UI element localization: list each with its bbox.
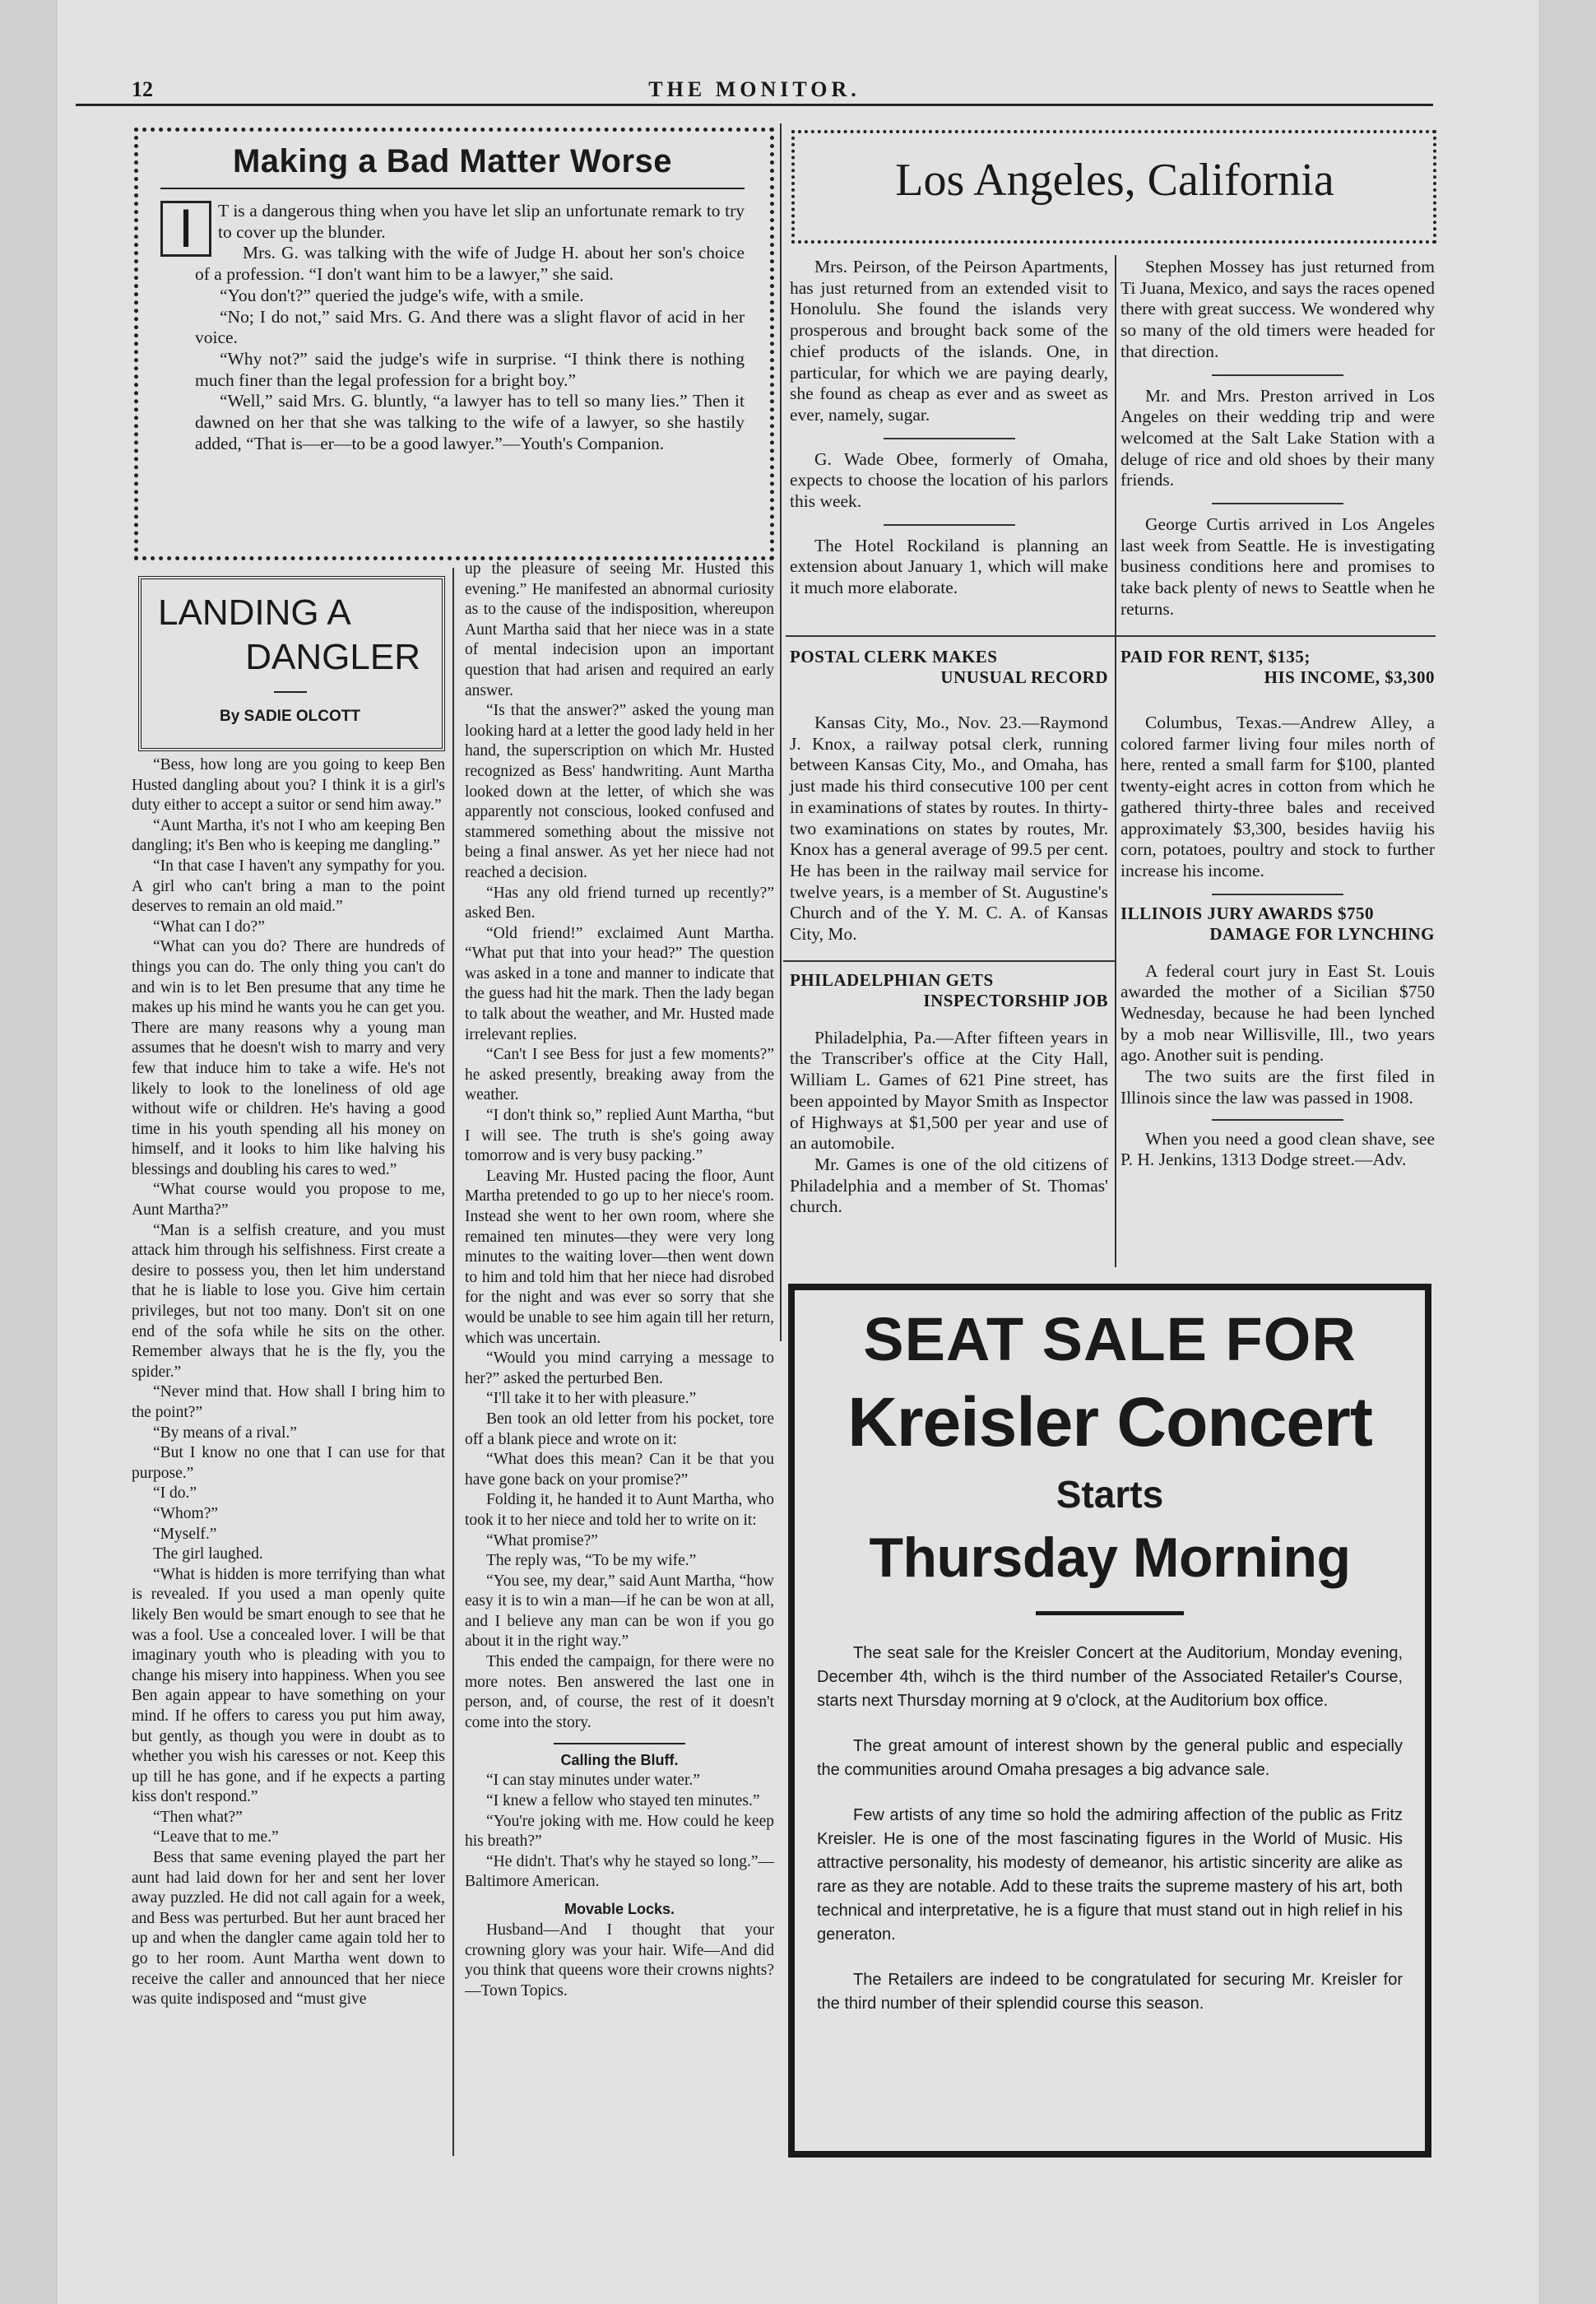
phila-para: Mr. Games is one of the old citizens of Philadelphia and a member of St. Thomas' church. xyxy=(790,1154,1108,1217)
dangler-para: “But I know no one that I can use for that purpose.” xyxy=(132,1444,445,1482)
dangler-para: “What course would you propose to me, Aunt Martha?” xyxy=(132,1181,445,1219)
la-column-1 xyxy=(790,257,1108,599)
dangler-para: “Has any old friend turned up recently?” asked Ben. xyxy=(465,884,774,922)
la-para: G. Wade Obee, formerly of Omaha, expects to choose the location of his parlors this week. xyxy=(790,448,1108,512)
divider xyxy=(1212,503,1343,504)
la-para: The Hotel Rockiland is planning an extension about January 1, which will make it much more elaborate. xyxy=(790,535,1108,598)
dangler-para: “Old friend!” exclaimed Aunt Martha. “What put that into your head?” The question was asked in a tone and manner to indicate that the guess had hit the mark. Then the lady began to talk about the weather, and Mr. Husted made irrelevant replies. xyxy=(465,924,774,1043)
bluff-para: “He didn't. That's why he stayed so long.”—Baltimore American. xyxy=(465,1852,774,1891)
ad-para: The seat sale for the Kreisler Concert at the Auditorium, Monday evening, December 4th, wihch is the third number of the Associated Retailer's Course, starts next Thursday morning at 9 o'clock, at the Auditorium box office. xyxy=(817,1644,1403,1710)
newspaper-title: THE MONITOR. xyxy=(648,77,861,101)
locks-heading: Movable Locks. xyxy=(564,1901,675,1917)
dangler-byline: By SADIE OLCOTT xyxy=(219,708,360,725)
dangler-para: “Is that the answer?” asked the young man looking hard at a letter the good lady held in her hand, the superscription on which Mr. Husted recognized as Bess' handwriting. Aunt Martha looked down at the letter, of which she was apparently not conscious, looked confused and stammered something about the missive not being a final answer. As yet her niece had not reached a decision. xyxy=(465,702,774,881)
divider xyxy=(1212,894,1343,895)
rent-text: Columbus, Texas.—Andrew Alley, a colored farmer living four miles north of here, rented a small farm for $100, planted twenty-eight acres in cotton from which he gathered thirty-three bales and received approximately $3,300, besides haviig his corn, potatoes, poultry and stock to further increase his income. xyxy=(1120,713,1435,880)
bad-matter-para: “Well,” said Mrs. G. bluntly, “a lawyer has to tell so many lies.” Then it dawned on her that she was talking to the wife of a lawyer, so she hastily added, “That is—er—to be a good lawyer.”—Youth's Companion. xyxy=(195,391,745,453)
ad-line-4: Thursday Morning xyxy=(869,1526,1351,1589)
masthead xyxy=(76,76,1433,106)
divider xyxy=(884,438,1015,439)
rent-headline-1: PAID FOR RENT, $135; xyxy=(1120,647,1311,667)
dangler-para: “What does this mean? Can it be that you have gone back on your promise?” xyxy=(465,1451,774,1489)
dangler-para: This ended the campaign, for there were no more notes. Ben answered the last one in person, and, of course, the rest of it doesn't come into the story. xyxy=(465,1653,774,1731)
dangler-para: “Man is a selfish creature, and you must attack him through his selfishness. First create a desire to possess you, then let him understand that he is liable to lose you. Give him certain privileges, but not too many. Don't sit on one end of the sofa while he sits on the other. Remember always that he is the fly, you the spider.” xyxy=(132,1221,445,1381)
dangler-para: “What can you do? There are hundreds of things you can do. The only thing you can't do and win is to let Ben presume that any time he makes up his mind he wants you he can get you. There are many reasons why a young man assumes that he doesn't wish to marry and very few that induce him to take a wife. He's not likely to look to the loneliness of old age without wife or children. He's having a good time in his youth spending all his money on himself, and it looks to him like halving his blessings and doubling his cares to wed.” xyxy=(132,938,445,1178)
jury-para: A federal court jury in East St. Louis awarded the mother of a Sicilian $750 Wednesday, because he had been lynched by a mob near Willisville, Ill., two years ago. Another suit is pending. xyxy=(1120,960,1435,1066)
dangler-para: “Whom?” xyxy=(153,1504,219,1522)
dangler-para: up the pleasure of seeing Mr. Husted this evening.” He manifested an abnormal curiosity as to the cause of the indisposition, whereupon Aunt Martha said that her niece was in a state of mental indecision upon an important question that had arisen and required an early answer. xyxy=(465,560,774,699)
dangler-para: “What is hidden is more terrifying than what is revealed. If you used a man openly quite likely Ben would be smart enough to see that he was a fool. Use a concealed lover. I will be that imaginary youth who is pleading with you to change his misery into happiness. When you see Ben again appear to have something on your mind. If he offers to caress you put him away, but gently, as though you were in doubt as to whether you wish his caresses or not. Keep this up till he has gone, and if he expects a parting kiss don't respond.” xyxy=(132,1565,445,1806)
center-rule xyxy=(780,123,782,1341)
dangler-para: “What can I do?” xyxy=(153,917,265,936)
postal-article xyxy=(790,647,1108,1218)
dangler-title xyxy=(148,591,432,726)
dangler-para: “By means of a rival.” xyxy=(153,1424,297,1442)
la-heading: Los Angeles, California xyxy=(895,155,1334,206)
ad-body xyxy=(810,1642,1409,2016)
kreisler-ad xyxy=(810,1302,1409,2016)
dangler-title-line-2: DANGLER xyxy=(245,637,420,677)
divider xyxy=(1212,1119,1343,1121)
bad-matter-para-0: T is a dangerous thing when you have let slip an unfortunate remark to try to cover up the blunder. xyxy=(218,201,745,242)
locks-text: Husband—And I thought that your crowning glory was your hair. Wife—And did you think that queens wore their crowns nights?—Town Topics. xyxy=(465,1921,774,2000)
bad-matter-article xyxy=(160,140,745,551)
page-number: 12 xyxy=(132,77,153,101)
ad-line-3: Starts xyxy=(1055,1473,1164,1516)
drop-cap: I xyxy=(160,201,211,257)
la-column-2 xyxy=(1120,257,1435,620)
dangler-para: “Then what?” xyxy=(153,1808,243,1826)
postal-text: Kansas City, Mo., Nov. 23.—Raymond J. Knox, a railway potsal clerk, running between Kansas City, Mo., and Omaha, has just made his third consecutive 100 per cent in examinations of states by routes. In thirty-two examinations on states by routes, Mr. Knox has a general average of 99.5 per cent. He has been in the railway mail service for twelve years, is a member of St. Augustine's Church and of the Y. M. C. A. of Kansas City, Mo. xyxy=(790,713,1108,945)
headline-rule xyxy=(160,188,745,189)
phila-para: Philadelphia, Pa.—After fifteen years in the Transcriber's office at the City Hall, William L. Games of 621 Pine street, has been appointed by Mayor Smith as Inspector of Highways at $1,500 per year and use of an automobile. xyxy=(790,1027,1108,1154)
dangler-para: Folding it, he handed it to Aunt Martha, who took it to her niece and told her to write on it: xyxy=(465,1491,774,1529)
rent-headline-2: HIS INCOME, $3,300 xyxy=(1264,667,1435,687)
bluff-heading: Calling the Bluff. xyxy=(560,1752,679,1769)
dangler-para: The girl laughed. xyxy=(153,1545,263,1563)
ad-line-2: Kreisler Concert xyxy=(847,1383,1372,1461)
bad-matter-headline: Making a Bad Matter Worse xyxy=(232,143,673,179)
dangler-column-2 xyxy=(465,560,774,2156)
phila-headline-2: INSPECTORSHIP JOB xyxy=(923,990,1108,1010)
dangler-para: “You see, my dear,” said Aunt Martha, “how easy it is to win a man—if he can be won at all, and I believe any man can be won if you go about it in the right way.” xyxy=(465,1572,774,1651)
ad-para: The great amount of interest shown by the general public and especially the communities around Omaha presages a big advance sale. xyxy=(817,1737,1403,1779)
bluff-para: “I can stay minutes under water.” xyxy=(486,1772,700,1790)
jury-para: The two suits are the first filed in Illinois since the law was passed in 1908. xyxy=(1120,1066,1435,1108)
rent-article xyxy=(1120,647,1435,1171)
dangler-para: Leaving Mr. Husted pacing the floor, Aunt Martha pretended to go up to her niece's room. Instead she went to her own room, where she remained ten minutes—they were very long minutes to the waiting lover—then went down to him and told him that her niece had disrobed for the night and was ever so sorry that she would be unable to see him again till her return, which was uncertain. xyxy=(465,1167,774,1347)
jury-headline-2: DAMAGE FOR LYNCHING xyxy=(1209,923,1435,944)
dangler-para: “What promise?” xyxy=(486,1531,598,1549)
dangler-para: The reply was, “To be my wife.” xyxy=(486,1552,697,1570)
la-para: Mr. and Mrs. Preston arrived in Los Angeles on their wedding trip and were welcomed at the Salt Lake Station with a deluge of rice and old shoes by their many friends. xyxy=(1120,385,1435,490)
dangler-para: “Leave that to me.” xyxy=(153,1828,279,1846)
bad-matter-para: “Why not?” said the judge's wife in surprise. “I think there is nothing much finer than the legal profession for a bright boy.” xyxy=(195,348,745,390)
dangler-title-line-1: LANDING A xyxy=(158,592,351,633)
divider xyxy=(1212,374,1343,376)
section-rule xyxy=(786,635,1436,637)
column-rule xyxy=(452,568,454,2156)
dangler-para: “Would you mind carrying a message to her?” asked the perturbed Ben. xyxy=(465,1349,774,1387)
dangler-para: Ben took an old letter from his pocket, tore off a blank piece and wrote on it: xyxy=(465,1410,774,1448)
divider xyxy=(554,1743,685,1744)
bad-matter-para: “No; I do not,” said Mrs. G. And there was a slight flavor of acid in her voice. xyxy=(195,306,745,348)
ad-line-1: SEAT SALE FOR xyxy=(863,1305,1357,1373)
ad-para: The Retailers are indeed to be congratulated for securing Mr. Kreisler for the third number of their splendid course this season. xyxy=(817,1971,1403,2013)
dangler-para: “In that case I haven't any sympathy for you. A girl who can't bring a man to the point deserves to remain an old maid.” xyxy=(132,857,445,916)
phila-headline-1: PHILADELPHIAN GETS xyxy=(790,969,994,990)
bad-matter-para: “You don't?” queried the judge's wife, with a smile. xyxy=(220,285,584,305)
la-para: Mrs. Peirson, of the Peirson Apartments, has just returned from an extended visit to Honolulu. She found the islands very prosperous and brought back some of the chief products of the islands. One, in particular, for which we are paying dearly, she found as cheap as ever and as sweet as ever, namely, sugar. xyxy=(790,257,1108,425)
dangler-para: “I'll take it to her with pleasure.” xyxy=(486,1390,697,1408)
title-rule xyxy=(274,691,307,693)
dangler-para: “I don't think so,” replied Aunt Martha, “but I will see. The truth is she's going away tomorrow and is very busy packing.” xyxy=(465,1107,774,1165)
la-para: George Curtis arrived in Los Angeles last week from Seattle. He is investigating business conditions here and promises to take back plenty of news to Seattle when he returns. xyxy=(1120,514,1435,619)
ad-para: Few artists of any time so hold the admiring affection of the public as Fritz Kreisler. He is one of the most fascinating figures in the World of Music. His attractive personality, his modesty of demeanor, his artistic sincerity are alike as rare as they are notable. Add to these traits the supreme mastery of his art, both technical and interpretative, he is a figure that must stand out in high relief in his generaton. xyxy=(817,1806,1403,1944)
dangler-column-1 xyxy=(132,755,445,2154)
dangler-para: “Never mind that. How shall I bring him to the point?” xyxy=(132,1383,445,1421)
bluff-para: “You're joking with me. How could he keep his breath?” xyxy=(465,1812,774,1851)
column-rule xyxy=(1115,255,1116,1267)
bluff-para: “I knew a fellow who stayed ten minutes.” xyxy=(486,1792,760,1810)
dangler-para: “Aunt Martha, it's not I who am keeping Ben dangling; it's Ben who is keeping me dangling.” xyxy=(132,816,445,855)
dangler-para: “Bess, how long are you going to keep Ben Husted dangling about you? I think it is a girl's duty either to accept a suitor or send him away.” xyxy=(132,756,445,815)
ad-rule xyxy=(1036,1611,1184,1615)
bad-matter-para: Mrs. G. was talking with the wife of Judge H. about her son's choice of a profession. “I don't want him to be a lawyer,” she said. xyxy=(195,243,745,285)
dangler-para: “Myself.” xyxy=(153,1525,217,1543)
la-para: Stephen Mossey has just returned from Ti Juana, Mexico, and says the races opened there with great success. We wondered why so many of the old timers were headed for that direction. xyxy=(1120,257,1435,361)
jury-headline-1: ILLINOIS JURY AWARDS $750 xyxy=(1120,903,1374,923)
bad-matter-text xyxy=(160,197,745,454)
postal-headline-1: POSTAL CLERK MAKES xyxy=(790,647,998,667)
divider xyxy=(884,524,1015,526)
section-rule xyxy=(783,960,1115,962)
jenkins-text: When you need a good clean shave, see P. H. Jenkins, 1313 Dodge street.—Adv. xyxy=(1120,1128,1435,1170)
dangler-para: “Can't I see Bess for just a few moments?” he asked presently, breaking away from the weather. xyxy=(465,1046,774,1104)
dangler-para: Bess that same evening played the part her aunt had laid down for her and sent her lover away puzzled. He did not call again for a week, and Bess was perturbed. But her aunt braced her up and when the dangler came again told her to go to her room. Aunt Martha went down to receive the caller and announced that her niece was quite indisposed and “must give xyxy=(132,1849,445,2009)
dangler-para: “I do.” xyxy=(153,1484,197,1503)
postal-headline-2: UNUSUAL RECORD xyxy=(940,667,1108,687)
